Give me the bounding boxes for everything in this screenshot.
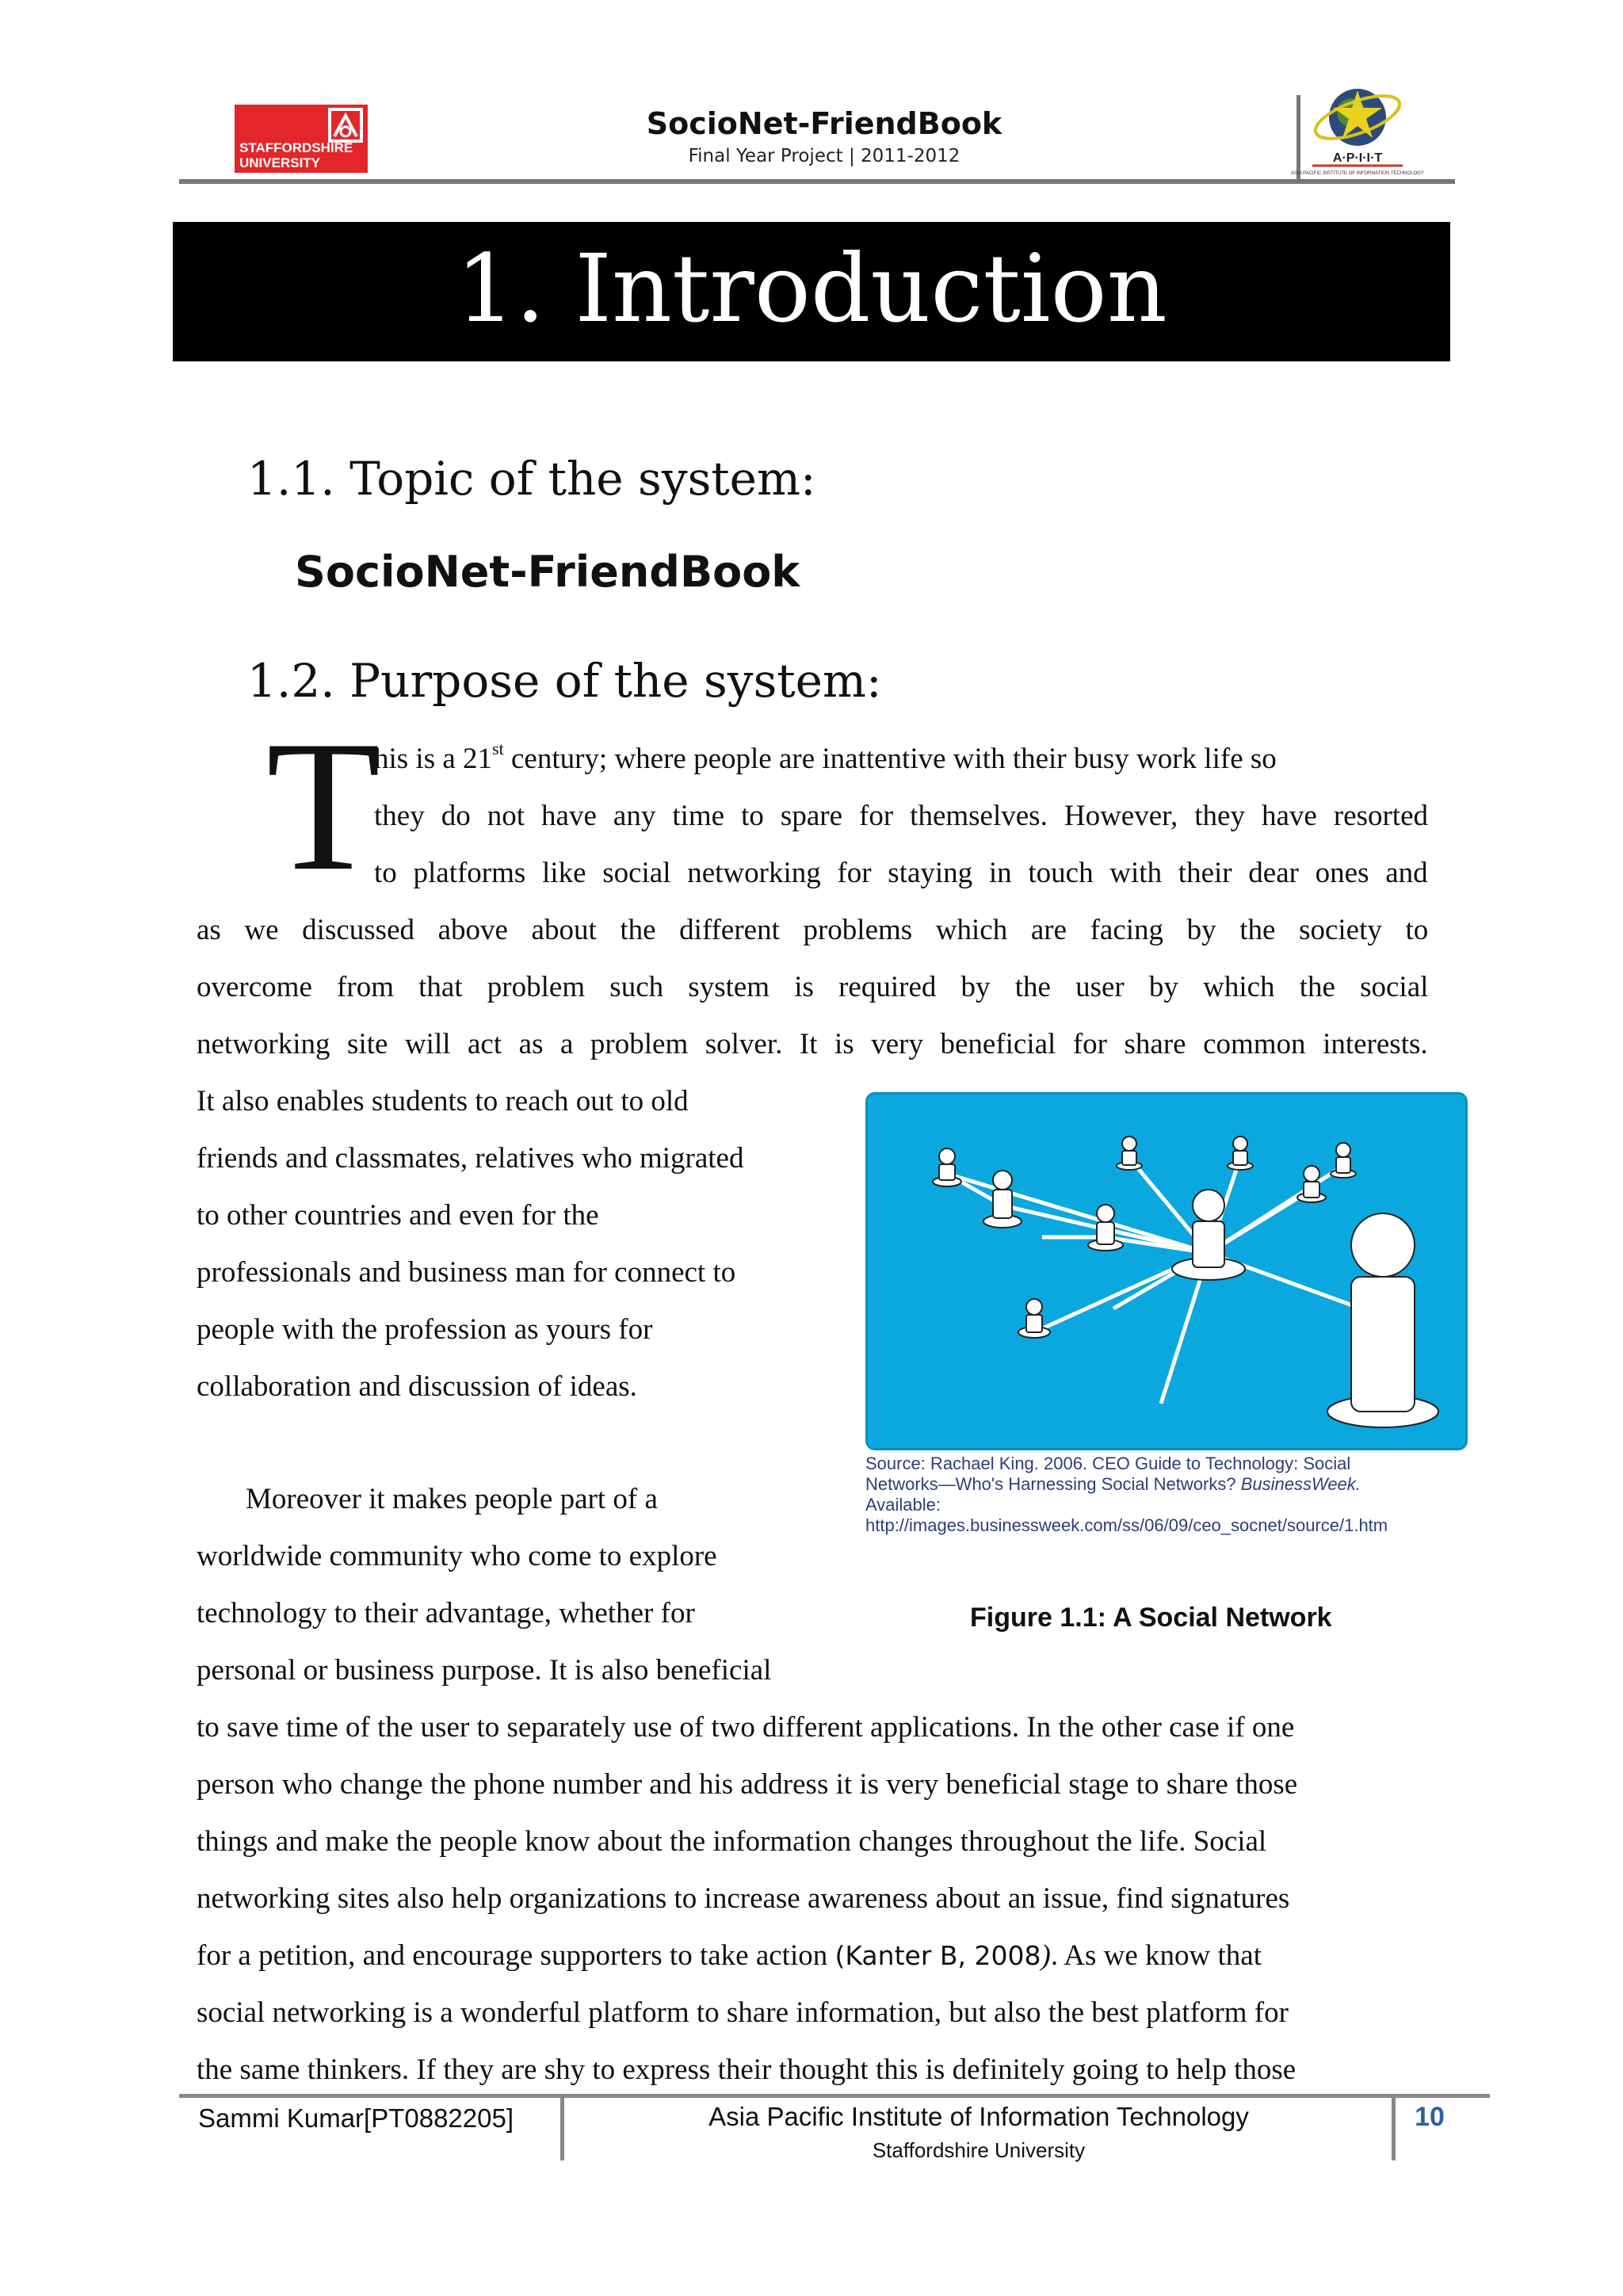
body-line: to platforms like social networking for staying in touch with their dear ones and — [374, 857, 1428, 889]
body-line: to save time of the user to separately use of two different applications. In the other case if one — [197, 1711, 1295, 1744]
body-line: things and make the people know about the information changes throughout the life. Social — [197, 1825, 1267, 1858]
figure-caption: Figure 1.1: A Social Network — [970, 1603, 1332, 1633]
figure-source-line: Source: Rachael King. 2006. CEO Guide to Technology: Social — [865, 1454, 1351, 1473]
footer-author: Sammi Kumar[PT0882205] — [198, 2103, 514, 2133]
body-line: to other countries and even for the — [197, 1199, 599, 1232]
body-text-part: his is a 21 — [374, 743, 493, 775]
body-line: technology to their advantage, whether for — [197, 1597, 695, 1629]
body-line — [197, 1939, 1262, 1973]
header-rule — [179, 179, 1455, 184]
figure-source-line: Available: — [865, 1495, 941, 1515]
citation: (Kanter B, 2008 — [834, 1940, 1041, 1971]
body-line: networking site will act as a problem solver. It is very beneficial for share common interests. — [197, 1028, 1428, 1060]
body-line: people with the profession as yours for — [197, 1313, 653, 1346]
apiit-logo — [1291, 76, 1424, 182]
logo-left-line2: UNIVERSITY — [239, 155, 321, 170]
header-divider — [1296, 95, 1300, 182]
figure-source-text: Networks—Who's Harnessing Social Networks? — [865, 1474, 1241, 1494]
body-line — [374, 738, 1428, 777]
logo-left-line1: STAFFORDSHIRE — [239, 140, 353, 155]
drop-cap: T — [266, 703, 381, 910]
body-text-part: century; where people are inattentive with their busy work life so — [503, 743, 1277, 775]
figure-source-line — [865, 1474, 1468, 1495]
body-text-part: for a petition, and encourage supporters to take action — [197, 1939, 835, 1972]
figure-source — [865, 1454, 1468, 1536]
body-line: Moreover it makes people part of a — [246, 1483, 658, 1515]
body-text-part: . As we know that — [1050, 1939, 1262, 1972]
figure-source-publication: BusinessWeek. — [1240, 1474, 1361, 1494]
staffordshire-university-logo — [235, 105, 368, 173]
social-network-illustration — [868, 1095, 1465, 1448]
section-heading-purpose: 1.2. Purpose of the system: — [247, 654, 882, 708]
body-line: collaboration and discussion of ideas. — [197, 1370, 637, 1403]
apiit-logo-subtext: ASIA PACIFIC INSTITUTE OF INFORMATION TECHNOLOGY — [1291, 171, 1424, 176]
footer-divider — [1392, 2097, 1396, 2160]
body-line: person who change the phone number and his address it is very beneficial stage to share those — [197, 1768, 1298, 1801]
body-line: the same thinkers. If they are shy to express their thought this is definitely going to help those — [197, 2053, 1296, 2086]
body-line: networking sites also help organizations to increase awareness about an issue, find signatures — [197, 1882, 1290, 1915]
figure-source-url: http://images.businessweek.com/ss/06/09/ceo_socnet/source/1.htm — [865, 1515, 1388, 1535]
body-line: It also enables students to reach out to old — [197, 1085, 689, 1117]
superscript: st — [492, 738, 504, 758]
chapter-title: 1. Introduction — [456, 234, 1167, 343]
header-title: SocioNet-FriendBook — [646, 106, 1002, 141]
body-line: they do not have any time to spare for themselves. However, they have resorted — [374, 800, 1428, 832]
body-line: professionals and business man for connect to — [197, 1256, 736, 1289]
citation-close: ) — [1041, 1939, 1051, 1972]
footer-university: Staffordshire University — [872, 2138, 1086, 2162]
footer-rule — [179, 2094, 1490, 2098]
body-line: personal or business purpose. It is also beneficial — [197, 1654, 772, 1687]
body-line: friends and classmates, relatives who migrated — [197, 1142, 744, 1175]
body-line: social networking is a wonderful platform to share information, but also the best platform for — [197, 1996, 1289, 2029]
system-name: SocioNet-FriendBook — [295, 547, 800, 597]
footer-divider — [560, 2097, 564, 2160]
header-subtitle: Final Year Project | 2011-2012 — [688, 146, 960, 166]
body-line: as we discussed above about the different problems which are facing by the society to — [197, 914, 1429, 946]
body-text — [374, 738, 1277, 777]
page-number: 10 — [1415, 2102, 1445, 2132]
body-line: worldwide community who come to explore — [197, 1540, 717, 1572]
social-network-figure — [865, 1092, 1468, 1450]
body-line: overcome from that problem such system is required by the user by which the social — [197, 971, 1429, 1003]
footer-institute: Asia Pacific Institute of Information Technology — [708, 2102, 1249, 2131]
section-heading-topic: 1.1. Topic of the system: — [247, 452, 816, 506]
apiit-logo-text: A·P·I·I·T — [1332, 151, 1383, 165]
